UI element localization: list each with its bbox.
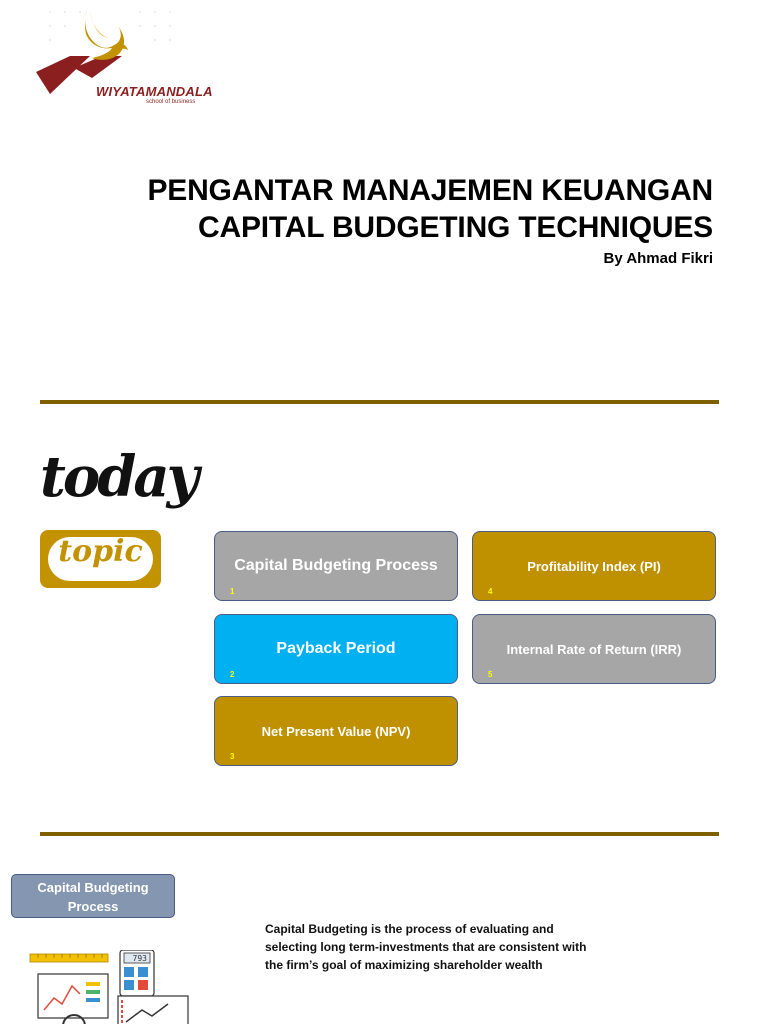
capital-budgeting-definition: Capital Budgeting is the process of evaluating and selecting long term-investments that are consistent with the firm’s goal of maximizing shareholder wealth [265,922,587,972]
ruler-icon [30,954,108,962]
brand-tagline: school of business [146,99,196,105]
calculator-display: 793 [132,954,147,963]
slide-divider [40,832,719,836]
agenda-item-profitability-index[interactable] [472,531,716,601]
brand-name: WIYATAMANDALA [96,84,213,99]
cover-title-line2: CAPITAL BUDGETING TECHNIQUES [198,211,713,244]
clipboard-icon [118,996,188,1024]
agenda-item-label: Profitability Index (PI) [527,558,661,574]
finance-illustration [28,950,193,1024]
section-label-capital-budgeting-process: Capital Budgeting Process [11,874,175,918]
brand-logo [30,4,213,105]
agenda-topic-badge [40,530,161,588]
agenda-heading-today: today [40,444,197,510]
agenda-item-number: 5 [488,670,493,679]
agenda-item-number: 3 [230,752,235,761]
agenda-item-capital-budgeting-process[interactable] [214,531,458,601]
chart-board-icon [38,974,108,1024]
agenda-item-npv[interactable] [214,696,458,766]
slide-divider [40,400,719,404]
agenda-item-label: Payback Period [276,640,396,657]
agenda-item-irr[interactable] [472,614,716,684]
agenda-item-payback-period[interactable] [214,614,458,684]
cover-title-line1: PENGANTAR MANAJEMEN KEUANGAN [147,174,713,207]
agenda-item-number: 1 [230,587,235,596]
agenda-item-number: 2 [230,670,235,679]
agenda-item-label: Capital Budgeting Process [234,557,438,574]
calculator-icon [120,950,154,996]
agenda-item-number: 4 [488,587,493,596]
agenda-item-label: Internal Rate of Return (IRR) [506,641,682,657]
agenda-item-label: Net Present Value (NPV) [261,723,411,739]
cover-author: By Ahmad Fikri [603,250,713,267]
agenda-heading-topic: topic [58,534,143,569]
